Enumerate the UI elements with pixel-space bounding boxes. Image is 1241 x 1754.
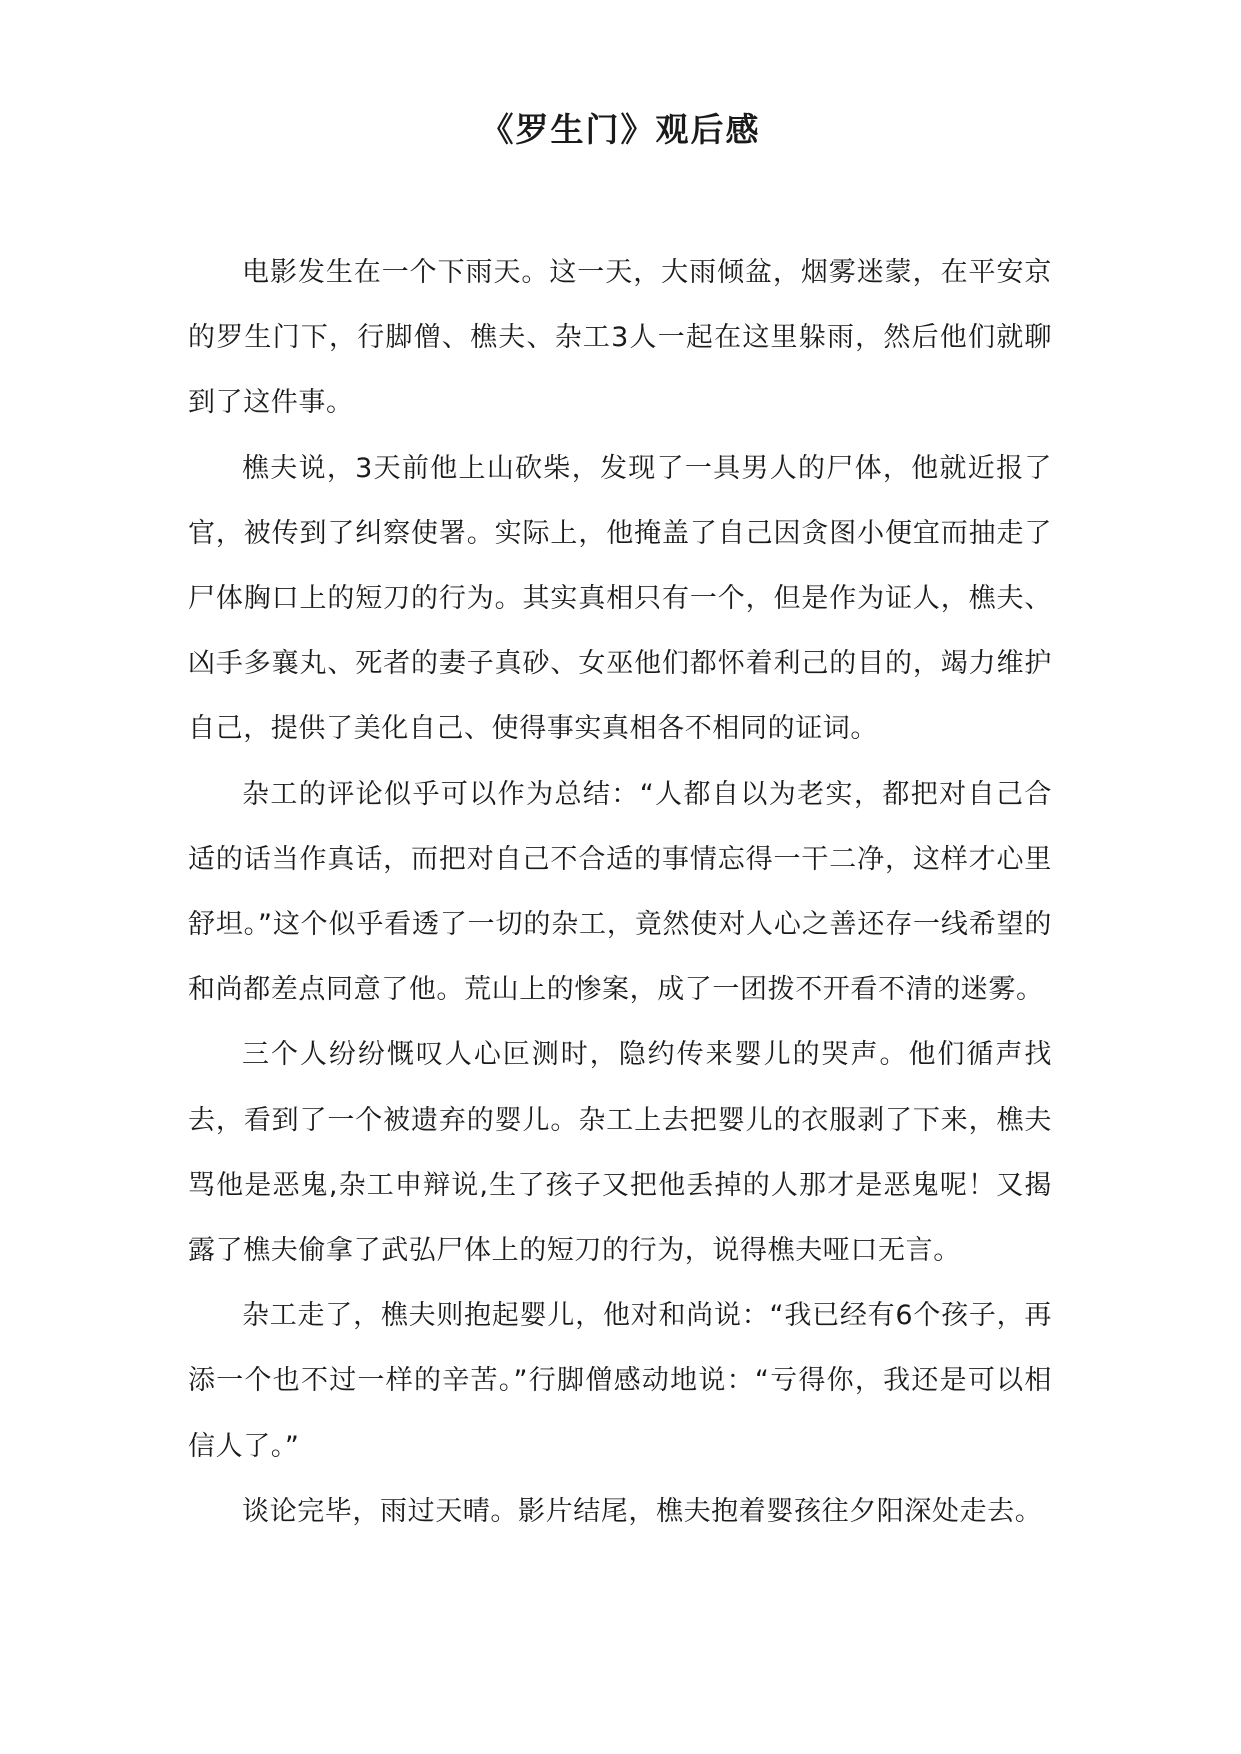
paragraph-2: 樵夫说，3天前他上山砍柴，发现了一具男人的尸体，他就近报了官，被传到了纠察使署。实际上，他掩盖了自己因贪图小便宜而抽走了尸体胸口上的短刀的行为。其实真相只有一个，但是作为证人，樵夫、凶手多襄丸、死者的妻子真砂、女巫他们都怀着利己的目的，竭力维护自己，提供了美化自己、使得事实真相各不相同的证词。 <box>188 452 1052 745</box>
paragraph-6: 谈论完毕，雨过天晴。影片结尾，樵夫抱着婴孩往夕阳深处走去。 <box>242 1495 1043 1527</box>
document-body <box>188 240 1052 1544</box>
document-title: 《罗生门》观后感 <box>480 110 761 149</box>
paragraph-5: 杂工走了，樵夫则抱起婴儿，他对和尚说：“我已经有6个孩子，再添一个也不过一样的辛苦。”行脚僧感动地说：“亏得你，我还是可以相信人了。” <box>188 1300 1052 1462</box>
paragraph-1: 电影发生在一个下雨天。这一天，大雨倾盆，烟雾迷蒙，在平安京的罗生门下，行脚僧、樵夫、杂工3人一起在这里躲雨，然后他们就聊到了这件事。 <box>188 257 1052 419</box>
paragraph-4: 三个人纷纷慨叹人心叵测时，隐约传来婴儿的哭声。他们循声找去，看到了一个被遗弃的婴儿。杂工上去把婴儿的衣服剥了下来，樵夫骂他是恶鬼,杂工申辩说,生了孩子又把他丢掉的人那才是恶鬼呢！又揭露了樵夫偷拿了武弘尸体上的短刀的行为，说得樵夫哑口无言。 <box>188 1039 1052 1267</box>
paragraph-3: 杂工的评论似乎可以作为总结：“人都自以为老实，都把对自己合适的话当作真话，而把对自己不合适的事情忘得一干二净，这样才心里舒坦。”这个似乎看透了一切的杂工，竟然使对人心之善还存一线希望的和尚都差点同意了他。荒山上的惨案，成了一团拨不开看不清的迷雾。 <box>188 778 1052 1006</box>
